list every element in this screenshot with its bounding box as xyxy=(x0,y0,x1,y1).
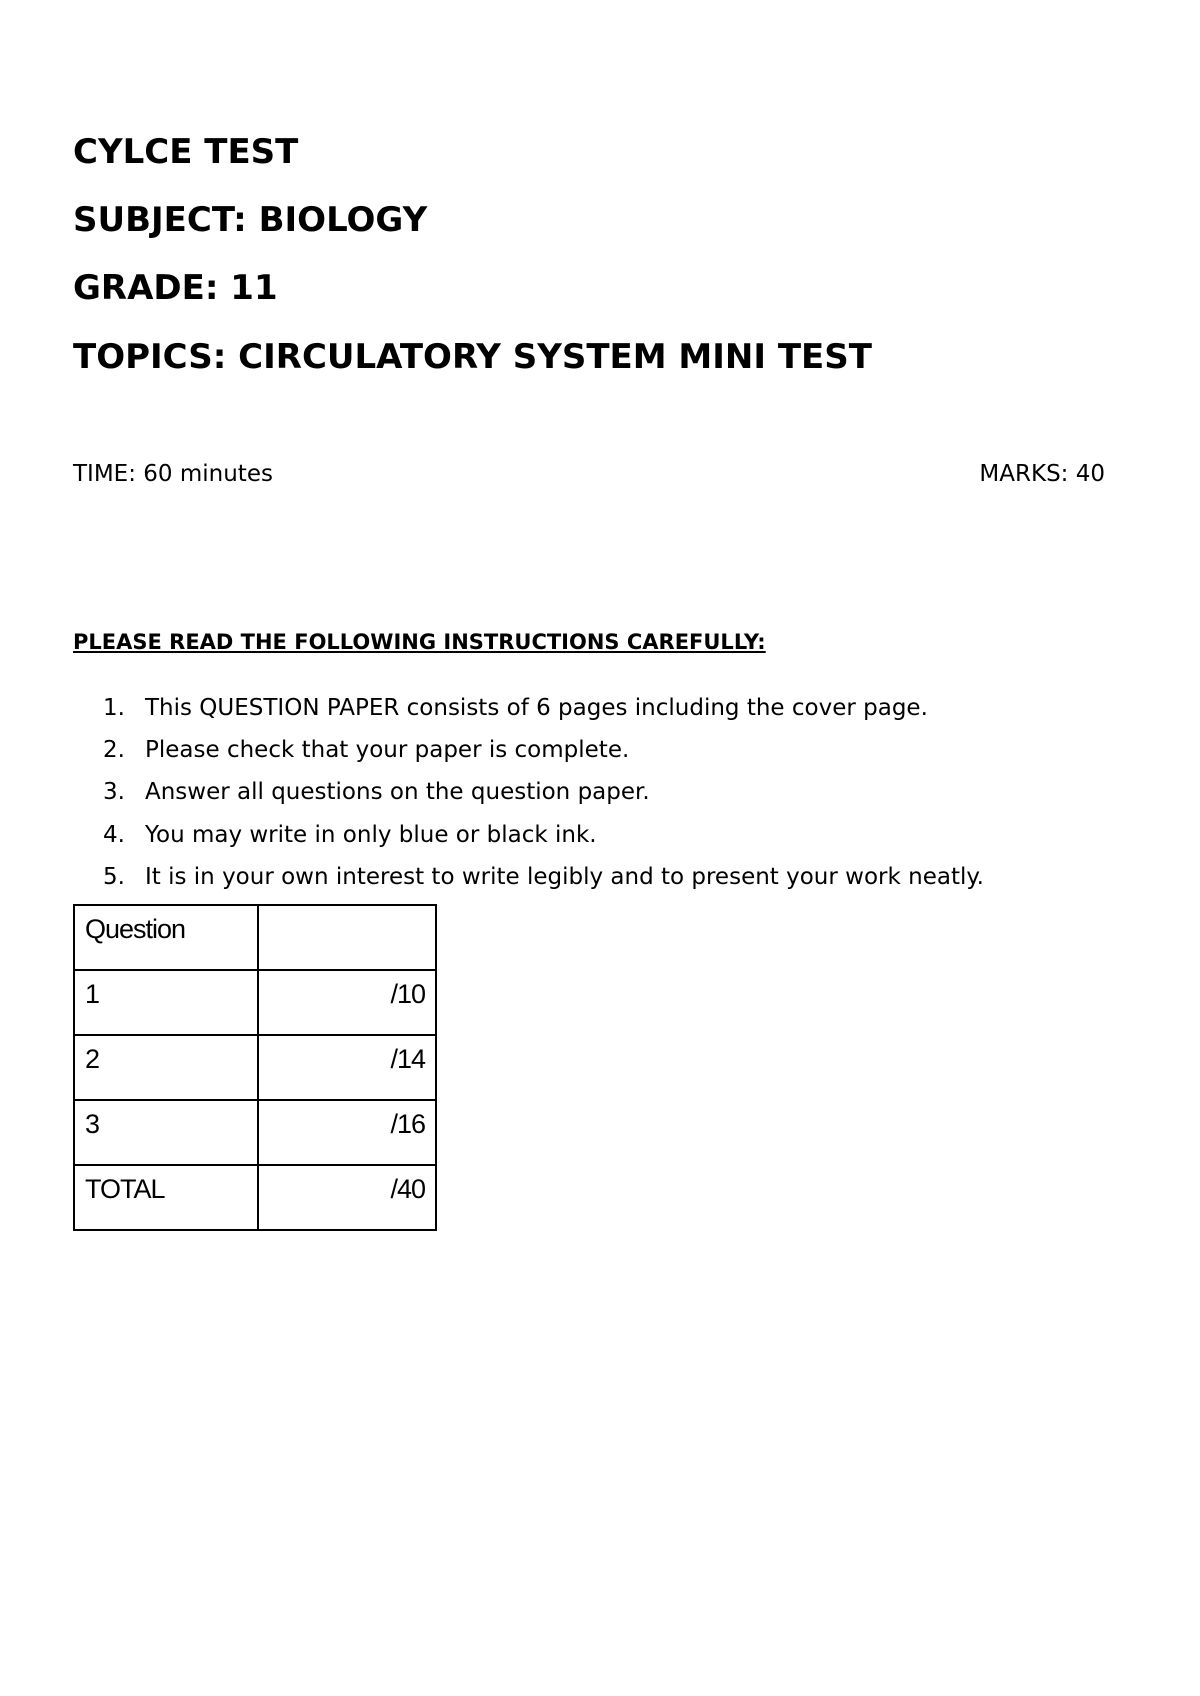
instructions-title: PLEASE READ THE FOLLOWING INSTRUCTIONS CAREFULLY: xyxy=(73,630,766,654)
item-number: 2. xyxy=(103,737,125,763)
item-number: 3. xyxy=(103,779,125,805)
table-header-row xyxy=(74,905,436,970)
time-label: TIME: 60 minutes xyxy=(73,461,273,487)
item-text: This QUESTION PAPER consists of 6 pages including the cover page. xyxy=(145,695,928,721)
grade-heading: GRADE: 11 xyxy=(73,268,278,308)
header-cell-marks xyxy=(258,905,436,970)
marks-cell: /16 xyxy=(258,1100,436,1165)
table-row-total xyxy=(74,1165,436,1230)
item-text: You may write in only blue or black ink. xyxy=(145,822,597,848)
instruction-item xyxy=(103,694,928,722)
total-label-cell: TOTAL xyxy=(74,1165,258,1230)
item-text: Please check that your paper is complete. xyxy=(145,737,630,763)
question-cell: 3 xyxy=(74,1100,258,1165)
instruction-item xyxy=(103,736,629,764)
instruction-item xyxy=(103,778,650,806)
question-cell: 2 xyxy=(74,1035,258,1100)
topics-heading: TOPICS: CIRCULATORY SYSTEM MINI TEST xyxy=(73,337,872,377)
item-text: Answer all questions on the question paper. xyxy=(145,779,650,805)
item-number: 1. xyxy=(103,695,125,721)
table-row xyxy=(74,1100,436,1165)
subject-heading: SUBJECT: BIOLOGY xyxy=(73,200,428,240)
instruction-item xyxy=(103,863,984,891)
question-cell: 1 xyxy=(74,970,258,1035)
instruction-item xyxy=(103,821,597,849)
item-number: 5. xyxy=(103,864,125,890)
header-cell-question: Question xyxy=(74,905,258,970)
marks-label: MARKS: 40 xyxy=(979,461,1105,487)
marks-cell: /10 xyxy=(258,970,436,1035)
marks-table xyxy=(73,904,437,1231)
marks-cell: /14 xyxy=(258,1035,436,1100)
table-row xyxy=(74,1035,436,1100)
item-number: 4. xyxy=(103,822,125,848)
item-text: It is in your own interest to write legibly and to present your work neatly. xyxy=(145,864,984,890)
table-row xyxy=(74,970,436,1035)
total-marks-cell: /40 xyxy=(258,1165,436,1230)
test-title: CYLCE TEST xyxy=(73,132,299,172)
